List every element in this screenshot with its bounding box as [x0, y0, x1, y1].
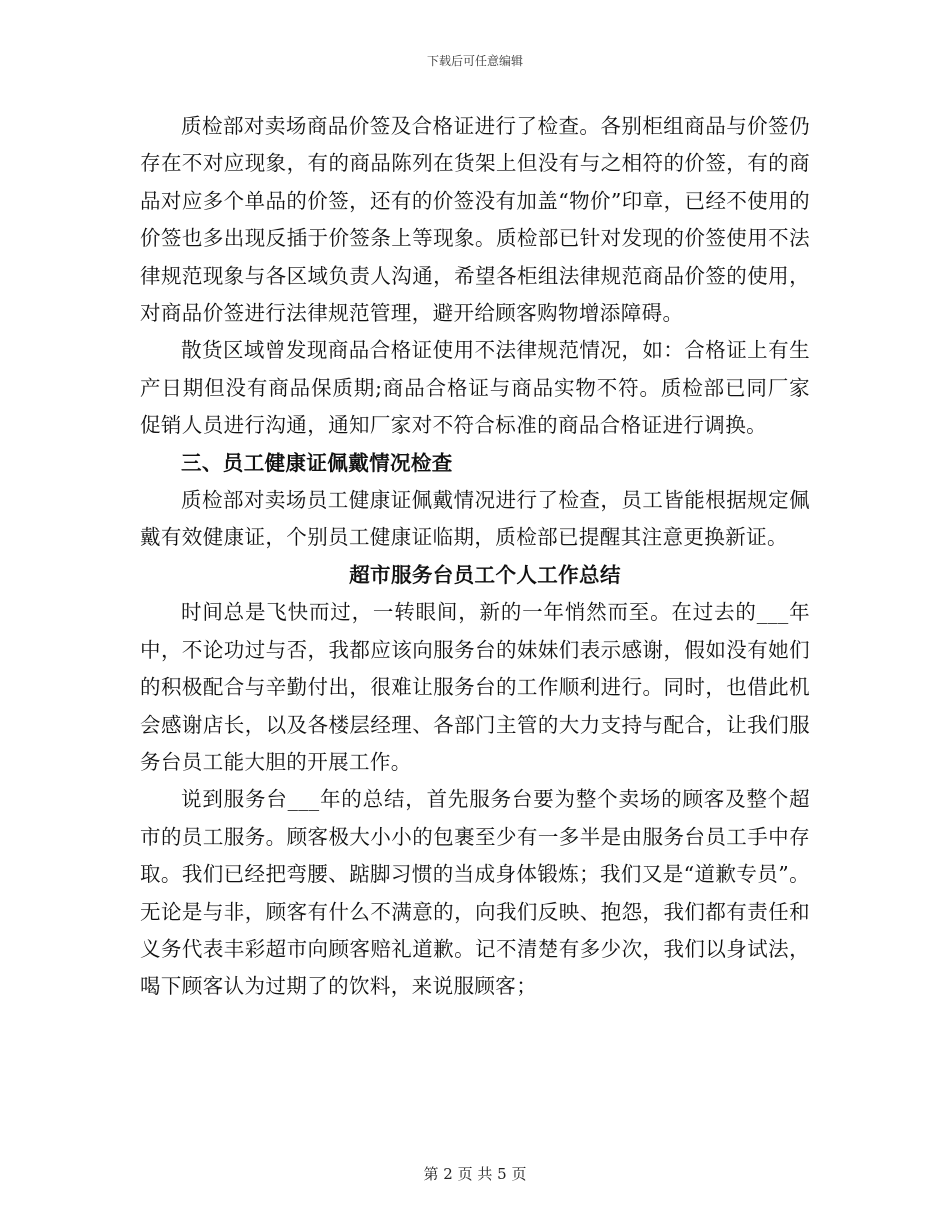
article-title: 超市服务台员工个人工作总结 — [349, 562, 621, 587]
paragraph-thanks: 时间总是飞快而过，一转眼间，新的一年悄然而至。在过去的___年中，不论功过与否，我都应该向服务台的妹妹们表示感谢，假如没有她们的积极配合与辛勤付出，很难让服务台的工作顺利进行。同时，也借此机会感谢店长，以及各楼层经理、各部门主管的大力支持与配合，让我们服务台员工能大胆的开展工作。 — [140, 600, 810, 774]
page-number: 第 2 页 共 5 页 — [423, 1165, 527, 1183]
paragraph-price-tags: 质检部对卖场商品价签及合格证进行了检查。各别柜组商品与价签仍存在不对应现象，有的商品陈列在货架上但没有与之相符的价签，有的商品对应多个单品的价签，还有的价签没有加盖“物价”印章，已经不使用的价签也多出现反插于价签条上等现象。质检部已针对发现的价签使用不法律规范现象与各区域负责人沟通，希望各柜组法律规范商品价签的使用，对商品价签进行法律规范管理，避开给顾客购物增添障碍。 — [140, 114, 810, 326]
paragraph-health-certificate: 质检部对卖场员工健康证佩戴情况进行了检查，员工皆能根据规定佩戴有效健康证，个别员工健康证临期，质检部已提醒其注意更换新证。 — [140, 488, 810, 550]
header-note: 下载后可任意编辑 — [426, 54, 523, 68]
paragraph-service-summary: 说到服务台___年的总结，首先服务台要为整个卖场的顾客及整个超市的员工服务。顾客极大小小的包裹至少有一多半是由服务台员工手中存取。我们已经把弯腰、踮脚习惯的当成身体锻炼；我们又是“道歉专员”。无论是与非，顾客有什么不满意的，向我们反映、抱怨，我们都有责任和义务代表丰彩超市向顾客赔礼道歉。记不清楚有多少次，我们以身试法，喝下顾客认为过期了的饮料，来说服顾客； — [140, 787, 810, 999]
section-heading-health-certificate: 三、员工健康证佩戴情况检查 — [181, 450, 453, 475]
paragraph-certificates: 散货区域曾发现商品合格证使用不法律规范情况，如：合格证上有生产日期但没有商品保质期;商品合格证与商品实物不符。质检部已同厂家促销人员进行沟通，通知厂家对不符合标准的商品合格证进行调换。 — [140, 338, 810, 438]
document-body — [140, 108, 810, 1006]
